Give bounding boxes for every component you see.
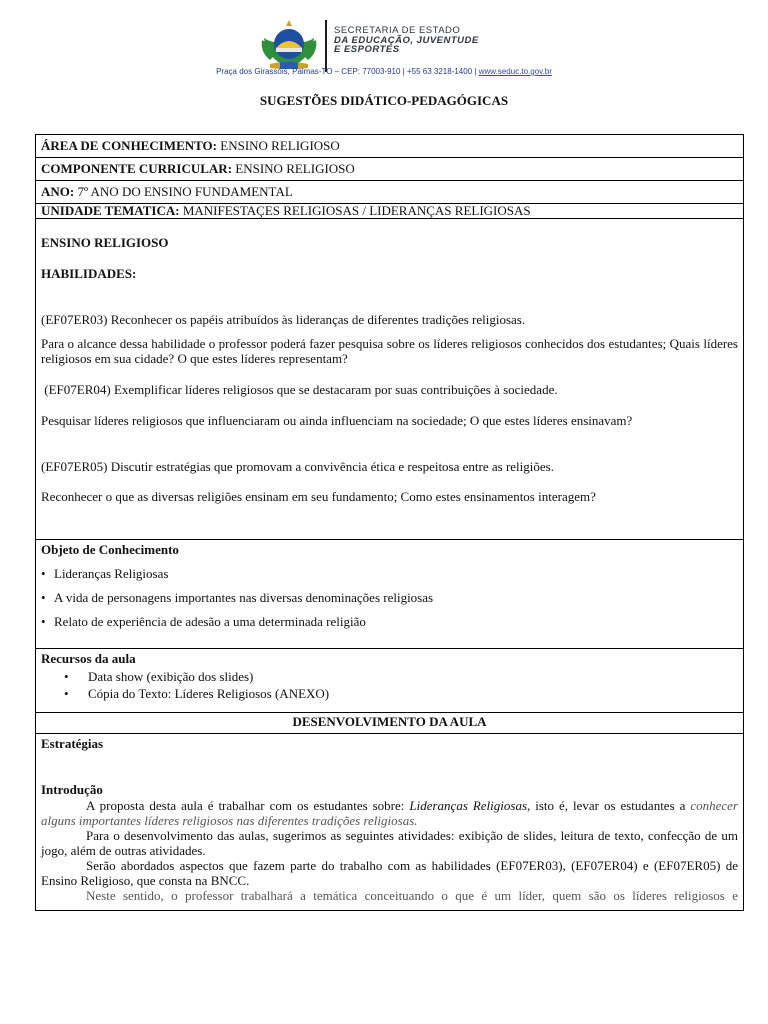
- desenvolvimento-header-row: [36, 713, 744, 734]
- objeto-row: [36, 540, 744, 649]
- recursos-cell: [36, 649, 744, 713]
- desenvolvimento-heading: DESENVOLVIMENTO DA AULA: [292, 714, 487, 729]
- secretaria-line-1: SECRETARIA DE ESTADO: [334, 25, 461, 36]
- list-item: • Data show (exibição dos slides): [41, 668, 738, 685]
- area-cell: [36, 135, 744, 158]
- list-item: • Lideranças Religiosas: [41, 566, 738, 581]
- secretaria-line-2: DA EDUCAÇÃO, JUVENTUDE: [334, 34, 479, 46]
- intro-p1-mid: , isto é, levar os estudantes a: [527, 798, 691, 813]
- ano-row: [36, 181, 744, 204]
- habilidades-cell: [36, 219, 744, 540]
- intro-p1-italic: Lideranças Religiosas: [409, 798, 528, 813]
- lesson-table: [35, 134, 744, 911]
- recursos-heading: Recursos da aula: [41, 651, 136, 666]
- intro-paragraph-3: Serão abordados aspectos que fazem parte do trabalho com as habilidades (EF07ER03), (EF07ER04) e (EF07ER05) de Ensino Religioso, que consta na BNCC.: [41, 858, 738, 888]
- unidade-value: MANIFESTAÇES RELIGIOSAS / LIDERANÇAS RELIGIOSAS: [182, 203, 531, 218]
- habilidades-row: [36, 219, 744, 540]
- state-crest-icon: [258, 18, 320, 72]
- recursos-list: [41, 668, 738, 702]
- skill-ef07er05: (EF07ER05) Discutir estratégias que promovam a convivência ética e respeitosa entre as religiões.: [41, 459, 554, 474]
- componente-value: ENSINO RELIGIOSO: [235, 161, 355, 176]
- desenvolvimento-body-cell: [36, 734, 744, 911]
- subject-heading: ENSINO RELIGIOSO: [41, 235, 169, 250]
- intro-p1-start: A proposta desta aula é trabalhar com os estudantes sobre:: [86, 798, 410, 813]
- recursos-row: [36, 649, 744, 713]
- componente-label: COMPONENTE CURRICULAR:: [41, 161, 233, 176]
- componente-row: [36, 158, 744, 181]
- unidade-row: [36, 204, 744, 219]
- habilidades-heading: HABILIDADES:: [41, 266, 137, 281]
- area-label: ÁREA DE CONHECIMENTO:: [41, 138, 218, 153]
- ano-value: 7º ANO DO ENSINO FUNDAMENTAL: [77, 184, 293, 199]
- skill-ef07er03: (EF07ER03) Reconhecer os papéis atribuídos às lideranças de diferentes tradições religiosas.: [41, 312, 526, 327]
- skill-ef07er04-detail: Pesquisar líderes religiosos que influenciaram ou ainda influenciam na sociedade; O que estes líderes ensinavam?: [41, 413, 633, 428]
- list-item: • Relato de experiência de adesão a uma determinada religião: [41, 614, 738, 629]
- ano-label: ANO:: [41, 184, 75, 199]
- skill-ef07er03-detail: Para o alcance dessa habilidade o professor poderá fazer pesquisa sobre os líderes religiosos conhecidos dos estudantes; Quais líderes religiosos em sua cidade? O que estes líderes representam?: [41, 336, 738, 366]
- letterhead: [0, 14, 768, 84]
- skill-ef07er04: (EF07ER04) Exemplificar líderes religiosos que se destacaram por suas contribuições à sociedade.: [41, 382, 558, 397]
- introducao-heading: Introdução: [41, 782, 103, 797]
- header-divider: [325, 20, 327, 72]
- address-line: [0, 67, 768, 76]
- secretaria-name: [334, 26, 479, 55]
- objeto-cell: [36, 540, 744, 649]
- area-value: ENSINO RELIGIOSO: [220, 138, 340, 153]
- intro-paragraph-4: Neste sentido, o professor trabalhará a temática conceituando o que é um líder, quem são os líderes religiosos e: [86, 888, 738, 903]
- address-text: Praça dos Girassóis, Palmas-TO – CEP: 77003-910 | +55 63 3218-1400 |: [216, 67, 477, 76]
- page-title: SUGESTÕES DIDÁTICO-PEDAGÓGICAS: [259, 93, 509, 108]
- desenvolvimento-body-row: [36, 734, 744, 911]
- intro-p1-italic2: conhecer alguns importantes líderes religiosos nas diferentes tradições religiosas.: [41, 798, 738, 828]
- secretaria-line-3: E ESPORTES: [334, 44, 400, 56]
- desenvolvimento-header-cell: [36, 713, 744, 734]
- intro-paragraph-1: [41, 798, 738, 828]
- objeto-list: [41, 566, 738, 629]
- objeto-heading: Objeto de Conhecimento: [41, 542, 179, 557]
- componente-cell: [36, 158, 744, 181]
- intro-paragraph-2: Para o desenvolvimento das aulas, sugerimos as seguintes atividades: exibição de slides, leitura de texto, confecção de um jogo, além de outras atividades.: [41, 828, 738, 858]
- unidade-cell: [36, 204, 744, 219]
- list-item: • A vida de personagens importantes nas diversas denominações religiosas: [41, 590, 738, 605]
- unidade-label: UNIDADE TEMATICA:: [41, 203, 180, 218]
- area-row: [36, 135, 744, 158]
- skill-ef07er05-detail: Reconhecer o que as diversas religiões ensinam em seu fundamento; Como estes ensinamentos interagem?: [41, 489, 596, 504]
- ano-cell: [36, 181, 744, 204]
- estrategias-heading: Estratégias: [41, 736, 104, 751]
- list-item: • Cópia do Texto: Líderes Religiosos (ANEXO): [41, 685, 738, 702]
- website-link[interactable]: www.seduc.to.gov.br: [478, 67, 552, 76]
